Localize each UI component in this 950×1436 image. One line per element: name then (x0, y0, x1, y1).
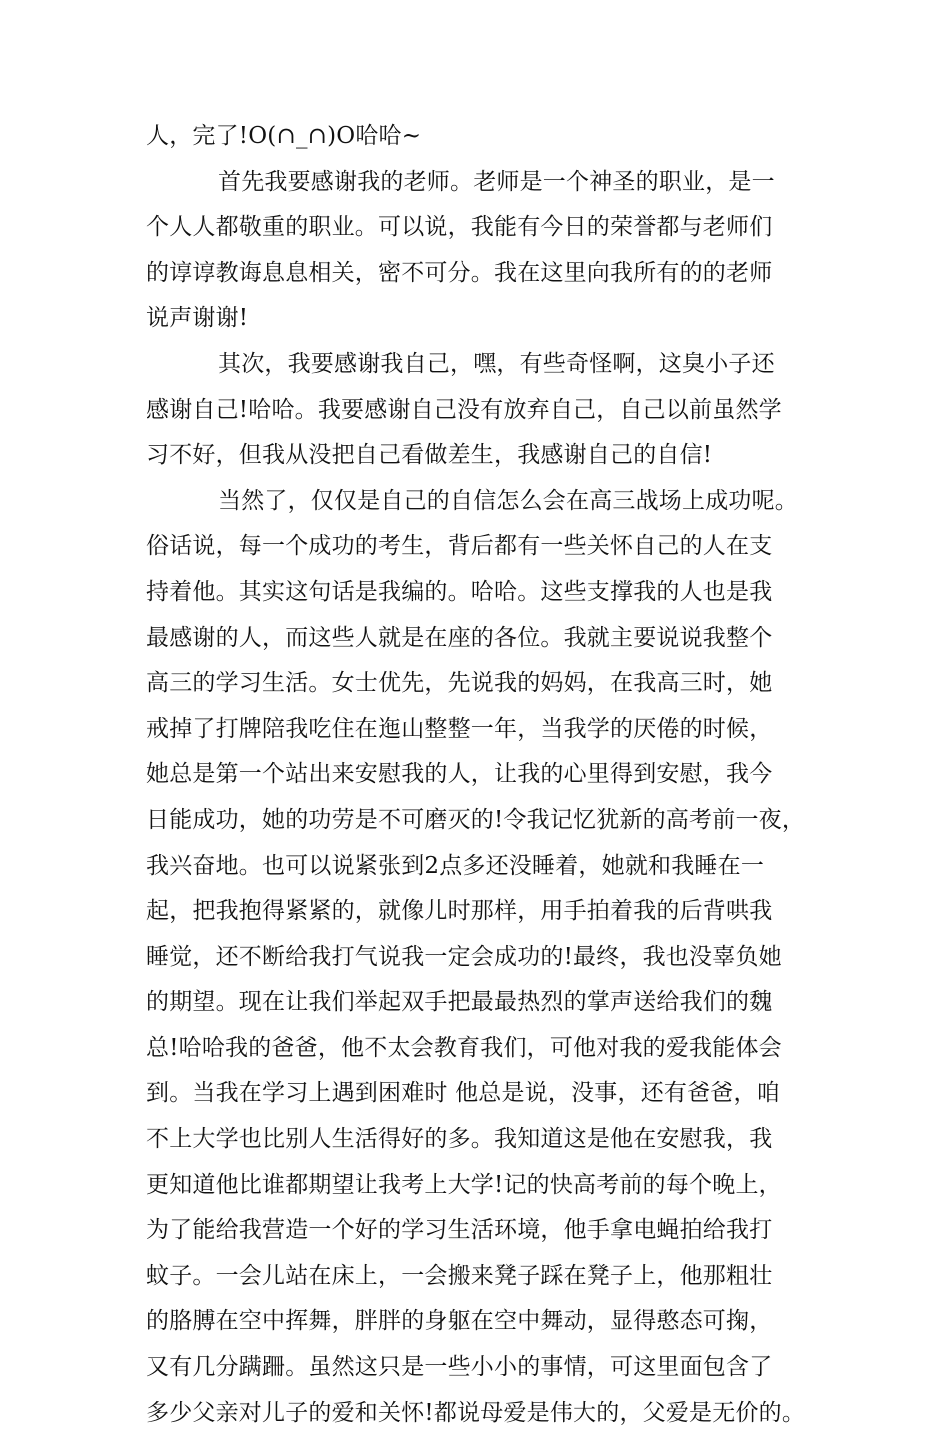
text-line: 个人人都敬重的职业。可以说，我能有今日的荣誉都与老师们 (146, 214, 773, 241)
document-body (146, 114, 846, 1436)
text-line: 更知道他比谁都期望让我考上大学!记的快高考前的每个晚上， (146, 1171, 782, 1198)
text-line: 睡觉，还不断给我打气说我一定会成功的!最终，我也没辜负她 (146, 943, 782, 970)
text-line: 为了能给我营造一个好的学习生活环境，他手拿电蝇拍给我打 (146, 1217, 773, 1244)
text-line: 我兴奋地。也可以说紧张到2点多还没睡着，她就和我睡在一 (146, 852, 765, 879)
text-line: 总!哈哈我的爸爸，他不太会教育我们，可他对我的爱我能体会 (146, 1034, 782, 1061)
paragraph-first-line: 当然了，仅仅是自己的自信怎么会在高三战场上成功呢。 (218, 487, 798, 514)
text-line: 的胳膊在空中挥舞，胖胖的身躯在空中舞动，显得憨态可掬， (146, 1308, 773, 1335)
text-line: 到。当我在学习上遇到困难时 他总是说，没事，还有爸爸，咱 (146, 1080, 780, 1107)
text-line: 人，完了!O(∩_∩)O哈哈~ (146, 123, 422, 149)
paragraph-first-line: 首先我要感谢我的老师。老师是一个神圣的职业，是一 (218, 168, 775, 195)
text-line: 日能成功，她的功劳是不可磨灭的!令我记忆犹新的高考前一夜， (146, 806, 806, 833)
text-line: 的期望。现在让我们举起双手把最最热烈的掌声送给我们的魏 (146, 989, 773, 1016)
text-line: 蚊子。一会儿站在床上，一会搬来凳子踩在凳子上，他那粗壮 (146, 1262, 773, 1289)
text-line: 的谆谆教诲息息相关，密不可分。我在这里向我所有的的老师 (146, 259, 773, 286)
paragraph-first-line: 其次，我要感谢我自己，嘿，有些奇怪啊，这臭小子还 (218, 350, 775, 377)
text-line: 她总是第一个站出来安慰我的人，让我的心里得到安慰，我今 (146, 761, 773, 788)
text-line: 说声谢谢! (146, 305, 249, 332)
text-line: 持着他。其实这句话是我编的。哈哈。这些支撑我的人也是我 (146, 578, 773, 605)
text-line: 习不好，但我从没把自己看做差生，我感谢自己的自信! (146, 442, 713, 469)
text-line: 不上大学也比别人生活得好的多。我知道这是他在安慰我，我 (146, 1126, 773, 1153)
text-line: 高三的学习生活。女士优先，先说我的妈妈，在我高三时，她 (146, 670, 773, 697)
text-line: 感谢自己!哈哈。我要感谢自己没有放弃自己，自己以前虽然学 (146, 396, 782, 423)
text-line: 又有几分蹒跚。虽然这只是一些小小的事情，可这里面包含了 (146, 1354, 773, 1381)
text-line: 起，把我抱得紧紧的，就像儿时那样，用手拍着我的后背哄我 (146, 898, 773, 925)
text-line: 多少父亲对儿子的爱和关怀!都说母爱是伟大的，父爱是无价的。 (146, 1399, 806, 1426)
text-line: 俗话说，每一个成功的考生，背后都有一些关怀自己的人在支 (146, 533, 773, 560)
text-line: 戒掉了打牌陪我吃住在迤山整整一年，当我学的厌倦的时候， (146, 715, 773, 742)
text-line: 最感谢的人，而这些人就是在座的各位。我就主要说说我整个 (146, 624, 773, 651)
